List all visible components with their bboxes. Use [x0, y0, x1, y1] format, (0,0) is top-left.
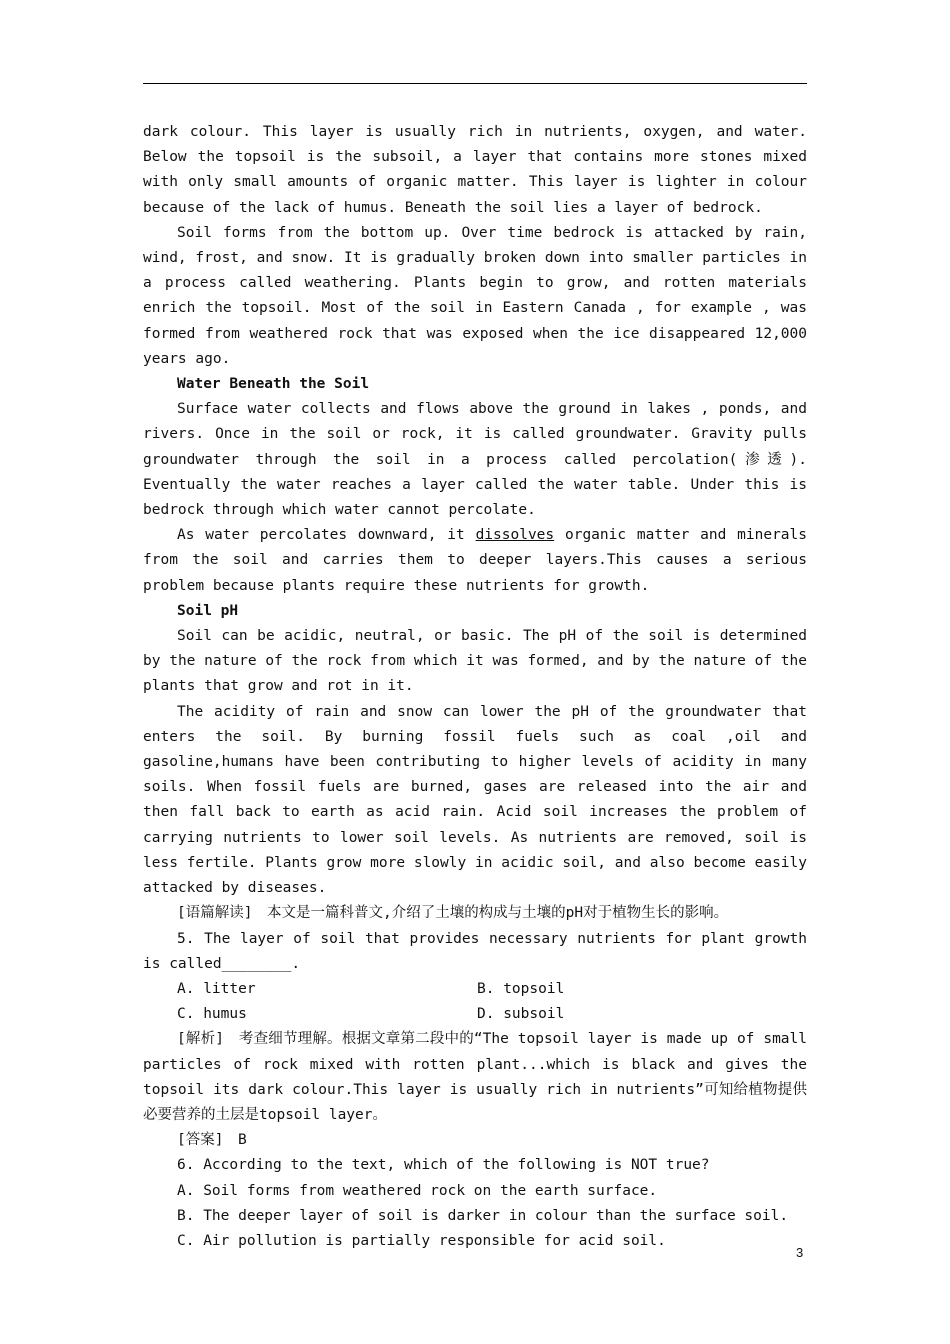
- paragraph: The acidity of rain and snow can lower the pH of the groundwater that enters the soil. By burning fossil fuels such as coal ,oil and gasoline,humans have been contributing to higher levels of acidity in many soils. When fossil fuels are burned, gases are released into the air and then fall back to earth as acid rain. Acid soil increases the problem of carrying nutrients to lower soil levels. As nutrients are removed, soil is less fertile. Plants grow more slowly in acidic soil, and also become easily attacked by diseases.: [143, 703, 807, 897]
- option-c: C. humus: [177, 1006, 247, 1023]
- summary: [语篇解读] 本文是一篇科普文,介绍了土壤的构成与土壤的pH对于植物生长的影响。: [177, 905, 729, 922]
- section-heading: Soil pH: [177, 602, 239, 619]
- answer: [答案] B: [177, 1132, 247, 1149]
- options-row: [143, 977, 807, 1002]
- section-heading: Water Beneath the Soil: [177, 376, 370, 393]
- paragraph: dark colour. This layer is usually rich in nutrients, oxygen, and water. Below the topsoil is the subsoil, a layer that contains more stones mixed with only small amounts of organic matter. This layer is lighter in colour because of the lack of humus. Beneath the soil lies a layer of bedrock.: [143, 124, 807, 216]
- paragraph: Soil forms from the bottom up. Over time bedrock is attacked by rain, wind, frost, and snow. It is gradually broken down into smaller particles in a process called weathering. Plants begin to grow, and rotten materials enrich the topsoil. Most of the soil in Eastern Canada , for example , was formed from weathered rock that was exposed when the ice disappeared 12,000 years ago.: [143, 224, 807, 367]
- option-b: B. topsoil: [477, 980, 565, 997]
- text-run: organic matter and minerals from the soil and carries them to deeper layers.This causes a serious problem because plants require these nutrients for growth.: [143, 527, 807, 594]
- option-a: A. litter: [177, 980, 256, 997]
- question-stem: 6. According to the text, which of the following is NOT true?: [177, 1157, 710, 1174]
- document-body: [143, 120, 807, 1254]
- option-d: D. subsoil: [477, 1006, 565, 1023]
- option-b: B. The deeper layer of soil is darker in colour than the surface soil.: [177, 1207, 789, 1224]
- underlined-word: dissolves: [475, 527, 555, 544]
- question-stem: 5. The layer of soil that provides necessary nutrients for plant growth is called________.: [143, 930, 807, 972]
- analysis: [解析] 考查细节理解。根据文章第二段中的“The topsoil layer is made up of small particles of rock mixed with rotten plant...which is black and gives the topsoil its dark colour.This layer is usually rich in nutrients”可知给植物提供必要营养的土层是topsoil layer。: [143, 1031, 807, 1123]
- paragraph: Soil can be acidic, neutral, or basic. The pH of the soil is determined by the nature of the rock from which it was formed, and by the nature of the plants that grow and rot in it.: [143, 628, 807, 695]
- option-a: A. Soil forms from weathered rock on the earth surface.: [177, 1182, 658, 1199]
- options-row: [143, 1002, 807, 1027]
- text-run: As water percolates downward, it: [177, 527, 476, 544]
- paragraph: Surface water collects and flows above the ground in lakes , ponds, and rivers. Once in the soil or rock, it is called groundwater. Gravity pulls groundwater through the soil in a process called percolation(渗透). Eventually the water reaches a layer called the water table. Under this is bedrock through which water cannot percolate.: [143, 401, 807, 519]
- page-number: 3: [796, 1245, 804, 1260]
- header-rule: [143, 83, 807, 84]
- paragraph: [143, 523, 807, 599]
- option-c: C. Air pollution is partially responsible for acid soil.: [177, 1232, 666, 1249]
